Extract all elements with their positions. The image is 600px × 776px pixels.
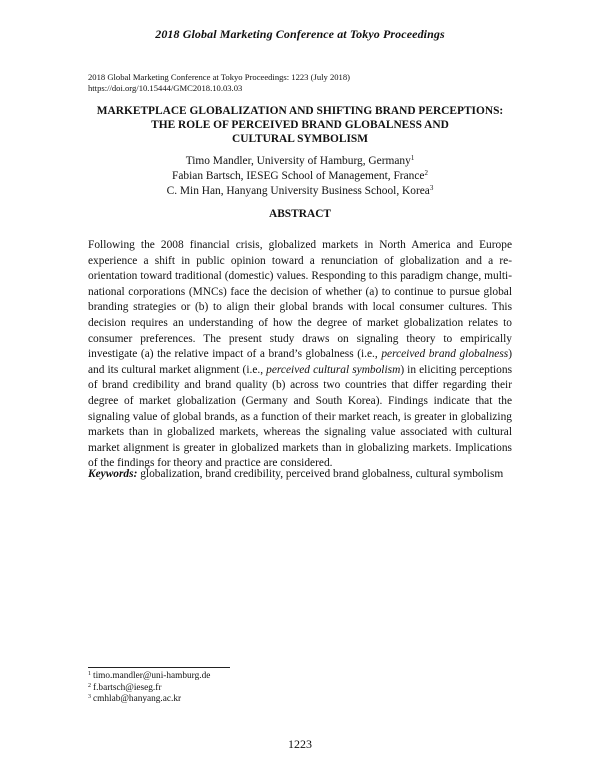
- footnote-3-email[interactable]: cmhlab@hanyang.ac.kr: [93, 694, 182, 704]
- paper-title: [60, 104, 540, 146]
- abstract-text-1: Following the 2008 financial crisis, globalized markets in North America and Europe experience a shift in public opinion toward a renunciation of globalization and a re-orientation toward traditional (domestic) values. Responding to this paradigm change, multi-national corporations (MNCs) face the decision of whether (a) to continue to pursue global branding strategies or (b) to align their global brands with local consumer cultures. This decision requires an understanding of how the degree of market globalization relates to consumer preferences. The present study draws on signaling theory to empirically investigate (a) the relative impact of a brand’s globalness (i.e.,: [88, 239, 512, 361]
- keywords: [88, 467, 512, 482]
- page-number: 1223: [288, 737, 312, 751]
- footnotes: [88, 671, 388, 706]
- citation-block: [88, 72, 518, 93]
- author-2-text: Fabian Bartsch, IESEG School of Management, France: [172, 170, 425, 182]
- footnote-3: [88, 694, 388, 706]
- author-3: [100, 184, 500, 199]
- author-2-marker: 2: [424, 169, 428, 177]
- author-1: [100, 154, 500, 169]
- abstract-text-3: ) in eliciting perceptions of brand credibility and brand quality (b) across two countries that differ regarding their degree of market globalization (Germany and South Korea). Findings indicate that the signaling value of global brands, as a function of their market reach, is greater in globalizing markets than in globalized markets, whereas the signaling value associated with cultural market alignment is greater in globalized markets than in globalizing markets. Implications of the findings for theory and practice are considered.: [88, 363, 513, 470]
- title-line-3: CULTURAL SYMBOLISM: [232, 133, 368, 145]
- running-header: 2018 Global Marketing Conference at Tokyo Proceedings: [155, 27, 445, 41]
- abstract-emphasis-2: perceived cultural symbolism: [266, 363, 401, 376]
- footnote-1-marker: 1: [88, 671, 91, 677]
- footnote-1-email[interactable]: timo.mandler@uni-hamburg.de: [93, 671, 211, 681]
- footnote-1: [88, 671, 388, 683]
- footnote-2-marker: 2: [88, 682, 91, 689]
- footnote-3-marker: 3: [88, 694, 91, 700]
- abstract-text-2: ) and its cultural market alignment (i.e.,: [88, 348, 513, 376]
- keywords-text: globalization, brand credibility, perceived brand globalness, cultural symbolism: [137, 468, 504, 480]
- footnote-2-email[interactable]: f.bartsch@ieseg.fr: [93, 682, 162, 693]
- footnote-2: [88, 683, 388, 695]
- abstract-emphasis-1: perceived brand globalness: [381, 348, 509, 361]
- abstract-body: [88, 238, 512, 472]
- keywords-label: Keywords:: [88, 468, 138, 480]
- author-3-marker: 3: [429, 184, 434, 192]
- title-line-1: MARKETPLACE GLOBALIZATION AND SHIFTING BRAND PERCEPTIONS:: [96, 105, 504, 117]
- author-1-marker: 1: [410, 154, 415, 162]
- author-2: [100, 169, 500, 184]
- citation-line: 2018 Global Marketing Conference at Tokyo Proceedings: 1223 (July 2018): [88, 72, 351, 82]
- author-3-text: C. Min Han, Hanyang University Business School, Korea: [166, 185, 430, 197]
- footnote-divider: [88, 667, 230, 668]
- doi-link[interactable]: https://doi.org/10.15444/GMC2018.10.03.03: [88, 82, 243, 93]
- author-list: [100, 154, 500, 199]
- title-line-2: THE ROLE OF PERCEIVED BRAND GLOBALNESS AND: [151, 119, 449, 131]
- abstract-heading: ABSTRACT: [268, 208, 332, 220]
- author-1-text: Timo Mandler, University of Hamburg, Germany: [185, 155, 411, 167]
